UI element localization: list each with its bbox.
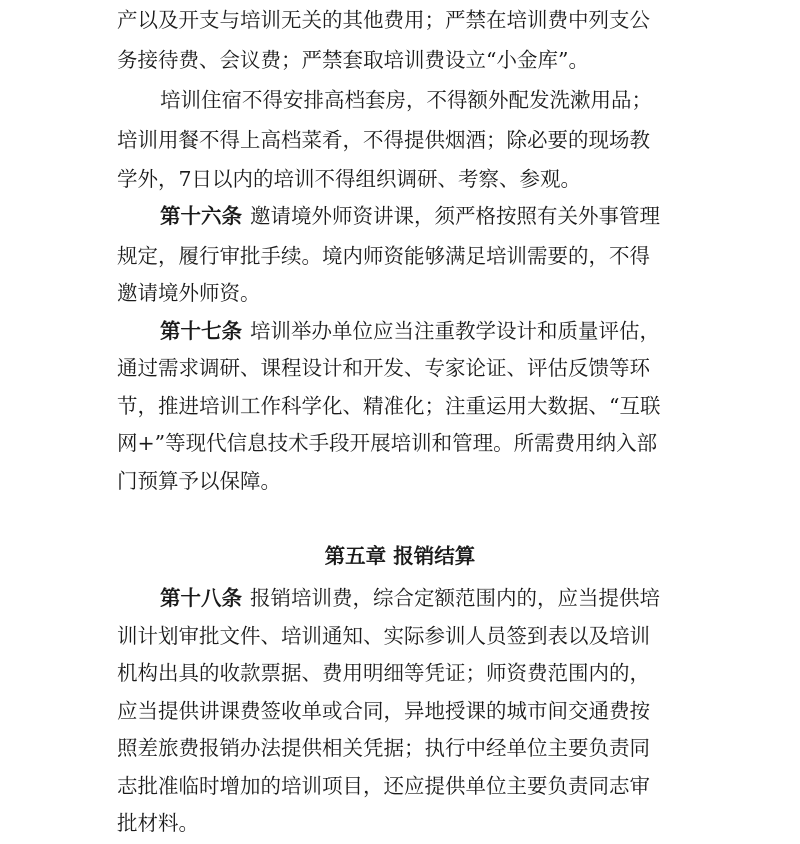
text-line: 培训用餐不得上高档菜肴，不得提供烟酒；除必要的现场教 bbox=[117, 128, 650, 152]
chapter-heading: 第五章 报销结算 bbox=[324, 544, 476, 568]
text-line: 门预算予以保障。 bbox=[117, 469, 281, 493]
article-17-first-line bbox=[0, 311, 800, 351]
text-line: 邀请境外师资讲课，须严格按照有关外事管理 bbox=[250, 204, 660, 228]
text-line: 报销培训费，综合定额范围内的，应当提供培 bbox=[250, 586, 660, 610]
text-line: 批材料。 bbox=[117, 811, 199, 835]
text-line: 培训住宿不得安排高档套房，不得额外配发洗漱用品； bbox=[160, 88, 652, 112]
text-line: 通过需求调研、课程设计和开发、专家论证、评估反馈等环 bbox=[117, 356, 650, 380]
text-line: 产以及开支与培训无关的其他费用；严禁在培训费中列支公 bbox=[117, 8, 650, 32]
text-line: 培训举办单位应当注重教学设计和质量评估， bbox=[250, 319, 660, 343]
article-17-label: 第十七条 bbox=[160, 319, 242, 343]
text-line: 节，推进培训工作科学化、精准化；注重运用大数据、“互联 bbox=[117, 394, 661, 418]
article-16-first-line bbox=[0, 196, 800, 236]
text-line: 应当提供讲课费签收单或合同，异地授课的城市间交通费按 bbox=[117, 699, 650, 723]
text-line: 训计划审批文件、培训通知、实际参训人员签到表以及培训 bbox=[117, 624, 650, 648]
article-18-first-line bbox=[0, 578, 800, 618]
text-line: 机构出具的收款票据、费用明细等凭证；师资费范围内的， bbox=[117, 661, 650, 685]
text-line: 网+”等现代信息技术手段开展培训和管理。所需费用纳入部 bbox=[117, 431, 658, 455]
text-line: 学外，7日以内的培训不得组织调研、考察、参观。 bbox=[117, 167, 582, 191]
article-18-label: 第十八条 bbox=[160, 586, 242, 610]
text-line: 志批准临时增加的培训项目，还应提供单位主要负责同志审 bbox=[117, 774, 650, 798]
text-line: 规定，履行审批手续。境内师资能够满足培训需要的，不得 bbox=[117, 244, 650, 268]
text-line: 照差旅费报销办法提供相关凭据；执行中经单位主要负责同 bbox=[117, 736, 650, 760]
article-16-label: 第十六条 bbox=[160, 204, 242, 228]
text-line: 邀请境外师资。 bbox=[117, 281, 261, 305]
text-line: 务接待费、会议费；严禁套取培训费设立“小金库”。 bbox=[117, 48, 589, 72]
